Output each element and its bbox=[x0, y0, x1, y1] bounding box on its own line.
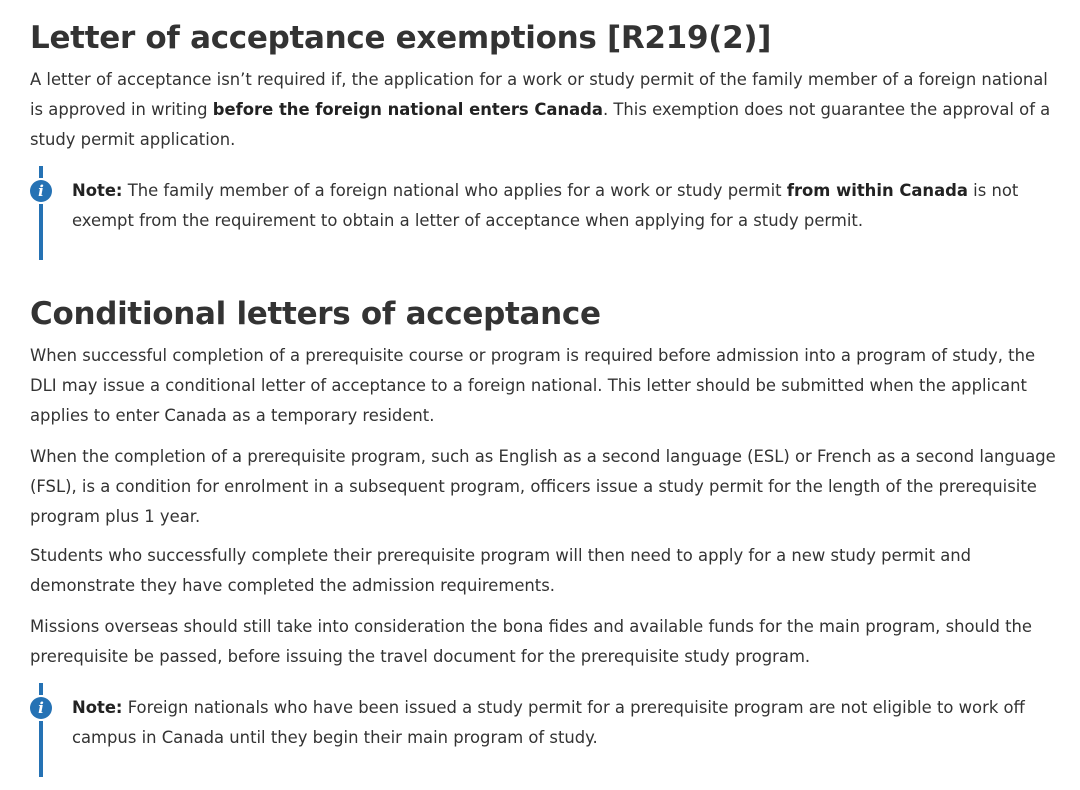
note-box-exemptions bbox=[30, 166, 1066, 262]
note-text-exemptions bbox=[72, 176, 1066, 236]
exemptions-text-a: A letter of acceptance isn’t required if, the application for a work or study permit of the family member of a foreign national is approved in writing bbox=[30, 70, 1048, 119]
note-text: Foreign nationals who have been issued a study permit for a prerequisite program are not eligible to work off campus in Canada until they begin their main program of study. bbox=[72, 698, 1025, 747]
conditional-paragraph-3: Students who successfully complete their prerequisite program will then need to apply for a new study permit and demonstrate they have completed the admission requirements. bbox=[30, 546, 972, 595]
section-heading-conditional: Conditional letters of acceptance bbox=[30, 296, 601, 332]
info-icon: i bbox=[30, 180, 52, 202]
conditional-paragraph-2: When the completion of a prerequisite program, such as English as a second language (ESL) or French as a second language (FSL), is a condition for enrolment in a subsequent program, officers issue a study permit for the length of the prerequisite program plus 1 year. bbox=[30, 447, 1056, 526]
note-text-b: is not exempt from the requirement to obtain a letter of acceptance when applying for a study permit. bbox=[72, 181, 1019, 230]
note-text-a: The family member of a foreign national who applies for a work or study permit bbox=[122, 181, 787, 200]
note-text-conditional bbox=[72, 693, 1066, 753]
note-label: Note: bbox=[72, 698, 123, 717]
note-emphasis: from within Canada bbox=[786, 181, 968, 200]
exemptions-text-b: . This exemption does not guarantee the approval of a study permit application. bbox=[30, 100, 1051, 149]
note-bar bbox=[39, 204, 43, 260]
conditional-paragraph-1: When successful completion of a prerequisite course or program is required before admission into a program of study, the DLI may issue a conditional letter of acceptance to a foreign national. This letter should be submitted when the applicant applies to enter Canada as a temporary resident. bbox=[30, 346, 1036, 425]
exemptions-emphasis: before the foreign national enters Canada bbox=[212, 100, 603, 119]
conditional-paragraph-4: Missions overseas should still take into consideration the bona fides and available funds for the main program, should the prerequisite be passed, before issuing the travel document for the prerequisite study program. bbox=[30, 617, 1032, 666]
note-bar bbox=[39, 721, 43, 777]
exemptions-paragraph bbox=[30, 65, 1056, 155]
note-bar-top bbox=[39, 166, 43, 178]
note-bar-top bbox=[39, 683, 43, 695]
section-heading-exemptions: Letter of acceptance exemptions [R219(2)] bbox=[30, 20, 772, 56]
info-icon: i bbox=[30, 697, 52, 719]
note-box-conditional bbox=[30, 683, 1066, 779]
note-label: Note: bbox=[72, 181, 123, 200]
